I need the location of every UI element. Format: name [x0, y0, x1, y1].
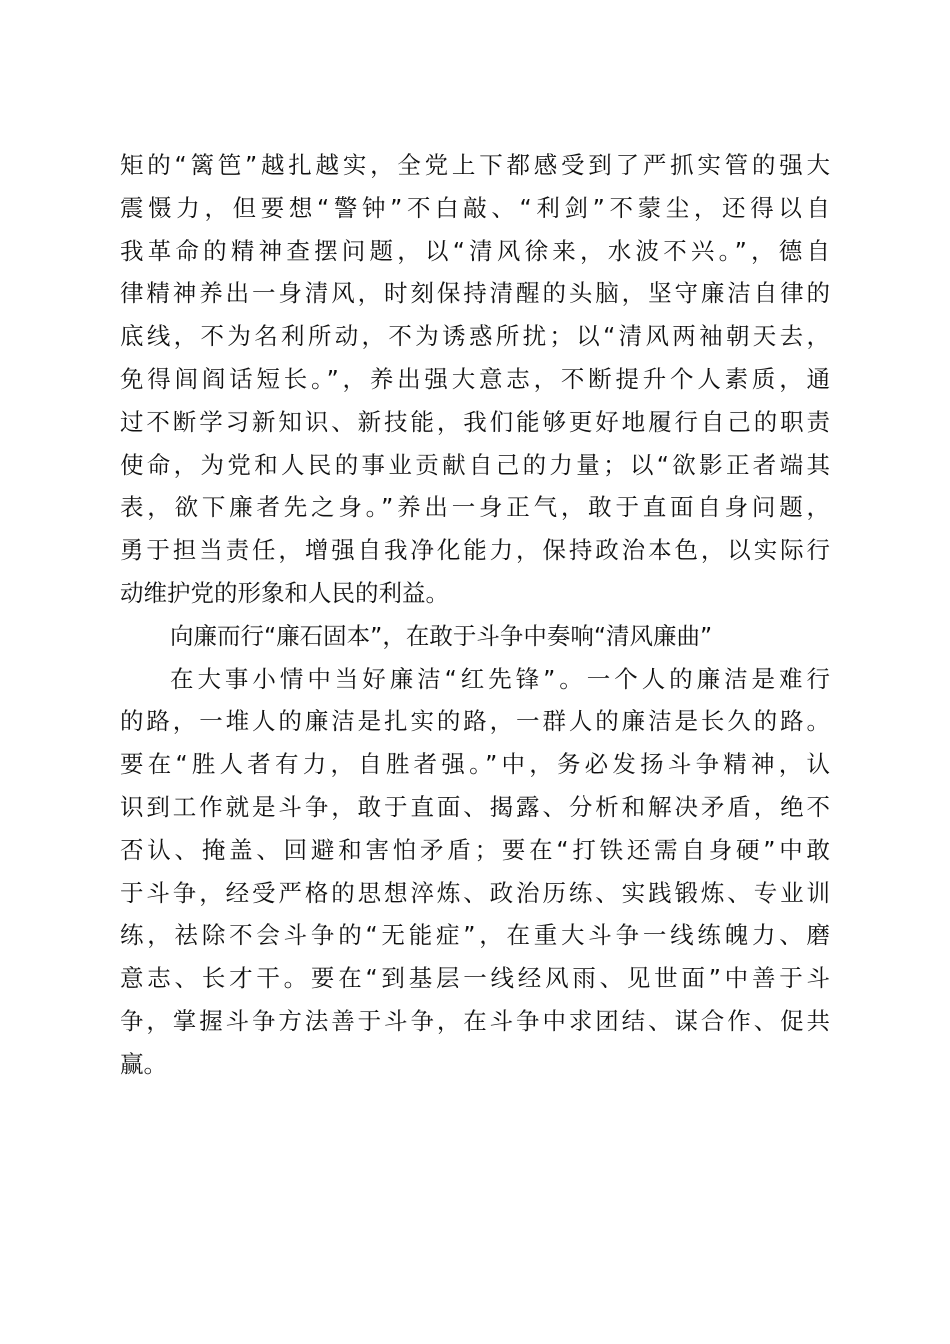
- text-line: 赢。: [120, 1049, 167, 1078]
- text-line: 要在“胜人者有力，自胜者强。”中，务必发扬斗争精神，认: [120, 750, 830, 779]
- text-line: 免得闾阎话短长。”，养出强大意志，不断提升个人素质，通: [120, 364, 830, 393]
- text-line: 识到工作就是斗争，敢于直面、揭露、分析和解决矛盾，绝不: [120, 792, 830, 821]
- text-line: 底线，不为名利所动，不为诱惑所扰；以“清风两袖朝天去，: [120, 322, 830, 351]
- heading-line: 向廉而行“廉石固本”，在敢于斗争中奏响“清风廉曲”: [170, 621, 713, 650]
- document-page: [120, 144, 830, 1086]
- text-line: 于斗争，经受严格的思想淬炼、政治历练、实践锻炼、专业训: [120, 878, 830, 907]
- text-line: 矩的“篱笆”越扎越实，全党上下都感受到了严抓实管的强大: [120, 151, 830, 179]
- text-line: 使命，为党和人民的事业贡献自己的力量；以“欲影正者端其: [120, 450, 830, 479]
- text-line: 过不断学习新知识、新技能，我们能够更好地履行自己的职责: [120, 407, 830, 436]
- text-line: 表，欲下廉者先之身。”养出一身正气，敢于直面自身问题，: [120, 493, 830, 522]
- text-line: 律精神养出一身清风，时刻保持清醒的头脑，坚守廉洁自律的: [120, 279, 830, 308]
- section-heading: [120, 615, 830, 658]
- paragraph-2: [120, 658, 830, 1086]
- text-line: 争，掌握斗争方法善于斗争，在斗争中求团结、谋合作、促共: [120, 1006, 830, 1035]
- text-line: 意志、长才干。要在“到基层一线经风雨、见世面”中善于斗: [120, 964, 830, 993]
- text-line: 否认、掩盖、回避和害怕矛盾；要在“打铁还需自身硬”中敢: [120, 835, 830, 864]
- text-line: 在大事小情中当好廉洁“红先锋”。一个人的廉洁是难行: [170, 664, 830, 693]
- text-line: 练，祛除不会斗争的“无能症”，在重大斗争一线练魄力、磨: [120, 921, 830, 950]
- paragraph-1: [120, 144, 830, 615]
- text-line: 动维护党的形象和人民的利益。: [120, 578, 449, 607]
- text-line: 我革命的精神查摆问题，以“清风徐来，水波不兴。”，德自: [120, 236, 830, 265]
- text-line: 的路，一堆人的廉洁是扎实的路，一群人的廉洁是长久的路。: [120, 707, 830, 736]
- text-line: 震慑力，但要想“警钟”不白敲、“利剑”不蒙尘，还得以自: [120, 193, 830, 222]
- text-line: 勇于担当责任，增强自我净化能力，保持政治本色，以实际行: [120, 536, 830, 565]
